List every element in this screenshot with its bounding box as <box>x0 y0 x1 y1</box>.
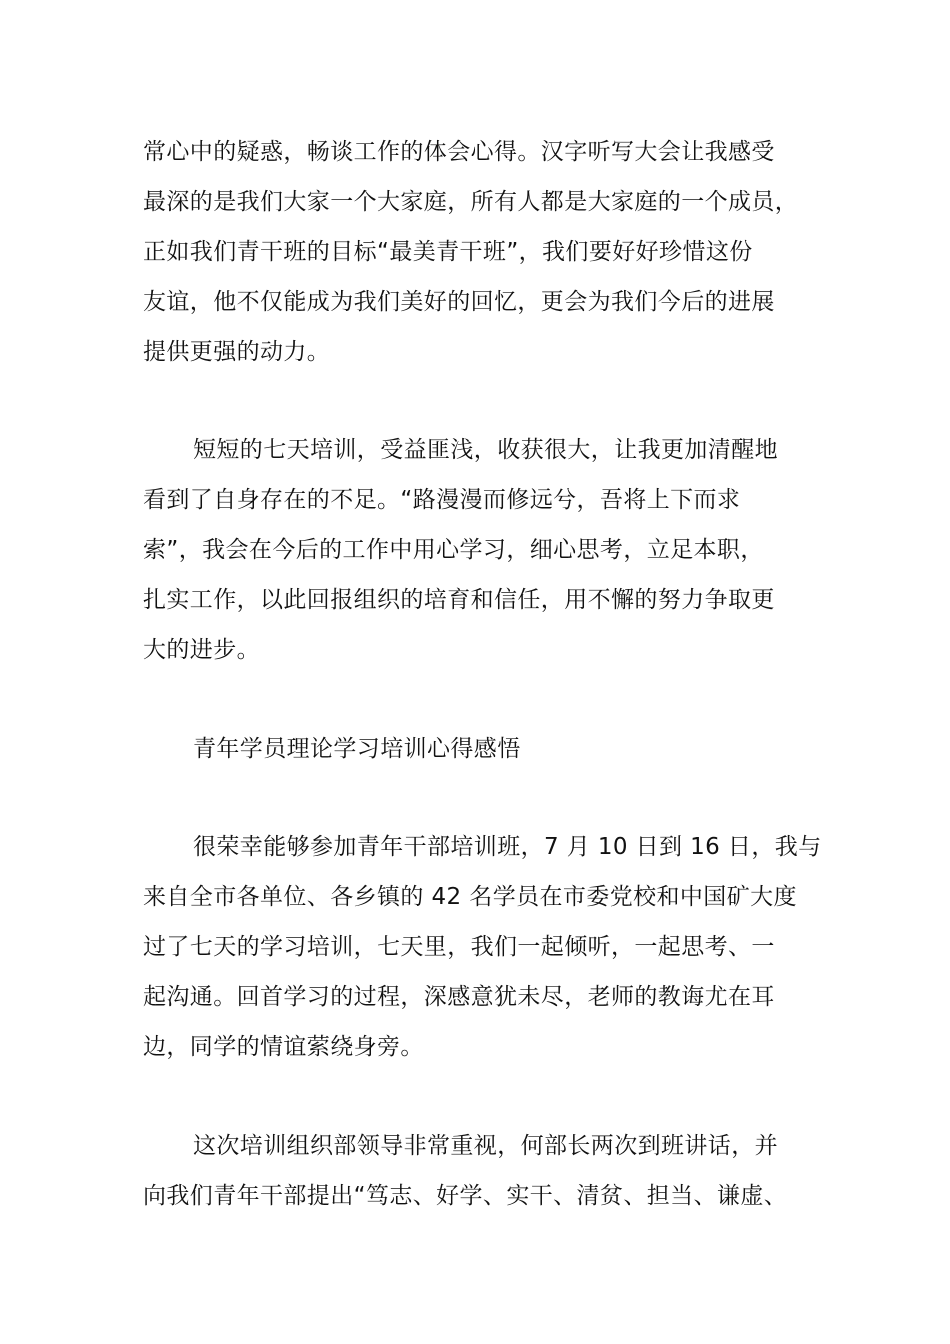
paragraph-line: 这次培训组织部领导非常重视，何部长两次到班讲话，并 <box>193 1133 778 1159</box>
paragraph-line: 提供更强的动力。 <box>143 339 331 365</box>
paragraph-line: 看到了自身存在的不足。“路漫漫而修远兮，吾将上下而求 <box>143 487 741 513</box>
paragraph-line: 索”，我会在今后的工作中用心学习，细心思考，立足本职， <box>143 537 764 563</box>
section-title: 青年学员理论学习培训心得感悟 <box>193 736 521 762</box>
paragraph-line: 很荣幸能够参加青年干部培训班，7 月 10 日到 16 日，我与 <box>193 834 822 860</box>
paragraph-line: 正如我们青干班的目标“最美青干班”，我们要好好珍惜这份 <box>143 239 753 265</box>
paragraph-line: 大的进步。 <box>143 637 260 663</box>
paragraph-line: 常心中的疑惑，畅谈工作的体会心得。汉字听写大会让我感受 <box>143 139 775 165</box>
paragraph-line: 向我们青年干部提出“笃志、好学、实干、清贫、担当、谦虚、 <box>143 1183 788 1209</box>
paragraph-line: 扎实工作，以此回报组织的培育和信任，用不懈的努力争取更 <box>143 587 775 613</box>
paragraph-line: 过了七天的学习培训，七天里，我们一起倾听，一起思考、一 <box>143 934 775 960</box>
paragraph-line: 最深的是我们大家一个大家庭，所有人都是大家庭的一个成员， <box>143 189 799 215</box>
paragraph-line: 友谊，他不仅能成为我们美好的回忆，更会为我们今后的进展 <box>143 289 775 315</box>
paragraph-line: 边，同学的情谊萦绕身旁。 <box>143 1034 424 1060</box>
paragraph-line: 短短的七天培训，受益匪浅，收获很大，让我更加清醒地 <box>193 437 778 463</box>
paragraph-line: 来自全市各单位、各乡镇的 42 名学员在市委党校和中国矿大度 <box>143 884 797 910</box>
paragraph-line: 起沟通。回首学习的过程，深感意犹未尽，老师的教诲尤在耳 <box>143 984 775 1010</box>
